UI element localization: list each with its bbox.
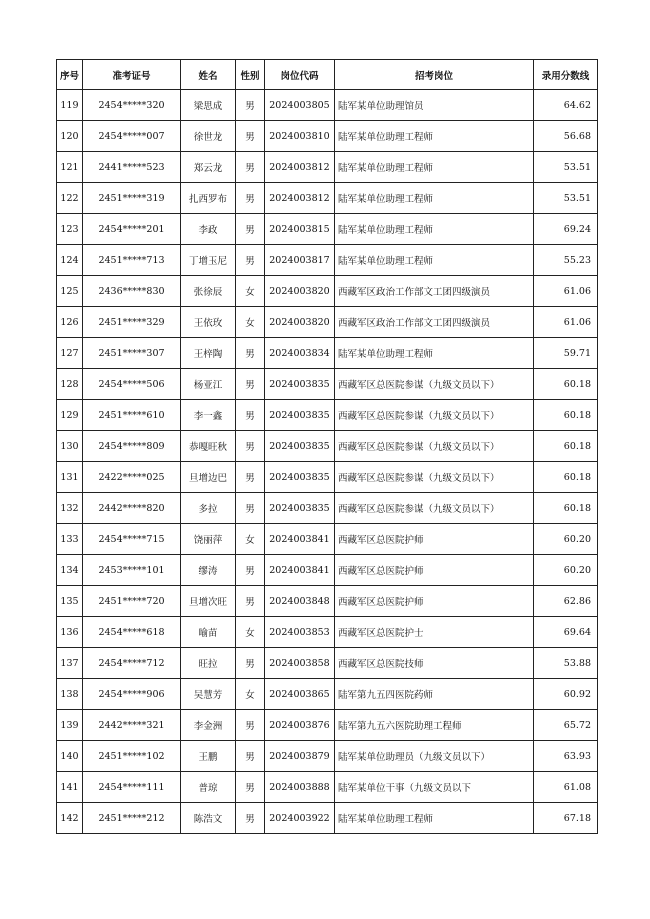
cell-post: 西藏军区总医院护师 [335, 555, 534, 586]
cell-gender: 男 [236, 400, 265, 431]
cell-post-code: 2024003817 [265, 245, 335, 276]
cell-gender: 女 [236, 276, 265, 307]
cell-seq: 134 [57, 555, 83, 586]
cell-gender: 男 [236, 555, 265, 586]
cell-post: 西藏军区总医院参谋（九级文员以下） [335, 493, 534, 524]
cell-score: 53.88 [534, 648, 598, 679]
table-row [57, 648, 598, 679]
cell-post: 西藏军区总医院技师 [335, 648, 534, 679]
cell-name: 喻苗 [181, 617, 236, 648]
cell-exam-no: 2451*****102 [83, 741, 181, 772]
cell-post-code: 2024003835 [265, 462, 335, 493]
cell-exam-no: 2442*****820 [83, 493, 181, 524]
cell-post: 西藏军区总医院护士 [335, 617, 534, 648]
cell-seq: 120 [57, 121, 83, 152]
cell-exam-no: 2454*****320 [83, 90, 181, 121]
table-row [57, 741, 598, 772]
cell-gender: 男 [236, 183, 265, 214]
cell-seq: 141 [57, 772, 83, 803]
table-row [57, 431, 598, 462]
cell-gender: 男 [236, 369, 265, 400]
header-exam-no: 准考证号 [83, 60, 181, 90]
table-row [57, 555, 598, 586]
cell-score: 55.23 [534, 245, 598, 276]
cell-seq: 135 [57, 586, 83, 617]
table-row [57, 307, 598, 338]
header-score: 录用分数线 [534, 60, 598, 90]
cell-post-code: 2024003820 [265, 307, 335, 338]
cell-seq: 139 [57, 710, 83, 741]
cell-exam-no: 2451*****329 [83, 307, 181, 338]
cell-score: 60.18 [534, 493, 598, 524]
cell-score: 60.18 [534, 400, 598, 431]
cell-exam-no: 2454*****618 [83, 617, 181, 648]
cell-exam-no: 2454*****007 [83, 121, 181, 152]
header-post-code: 岗位代码 [265, 60, 335, 90]
cell-name: 李金洲 [181, 710, 236, 741]
cell-post: 西藏军区总医院参谋（九级文员以下） [335, 431, 534, 462]
cell-exam-no: 2451*****720 [83, 586, 181, 617]
table-row [57, 617, 598, 648]
table-row [57, 245, 598, 276]
cell-name: 扎西罗布 [181, 183, 236, 214]
cell-post-code: 2024003834 [265, 338, 335, 369]
cell-post: 西藏军区总医院参谋（九级文员以下） [335, 462, 534, 493]
cell-score: 56.68 [534, 121, 598, 152]
cell-gender: 男 [236, 245, 265, 276]
cell-post-code: 2024003812 [265, 183, 335, 214]
table-row [57, 90, 598, 121]
header-name: 姓名 [181, 60, 236, 90]
cell-gender: 男 [236, 710, 265, 741]
cell-seq: 140 [57, 741, 83, 772]
cell-seq: 123 [57, 214, 83, 245]
table-row [57, 586, 598, 617]
cell-seq: 122 [57, 183, 83, 214]
cell-name: 多拉 [181, 493, 236, 524]
cell-name: 吴慧芳 [181, 679, 236, 710]
header-row [57, 60, 598, 90]
table-row [57, 524, 598, 555]
cell-post-code: 2024003922 [265, 803, 335, 834]
cell-name: 王梓陶 [181, 338, 236, 369]
cell-score: 61.06 [534, 276, 598, 307]
table-row [57, 493, 598, 524]
table-row [57, 400, 598, 431]
cell-seq: 121 [57, 152, 83, 183]
cell-seq: 136 [57, 617, 83, 648]
cell-gender: 男 [236, 741, 265, 772]
cell-post-code: 2024003820 [265, 276, 335, 307]
cell-gender: 女 [236, 307, 265, 338]
cell-score: 60.18 [534, 431, 598, 462]
cell-post: 陆军某单位助理工程师 [335, 803, 534, 834]
cell-exam-no: 2454*****712 [83, 648, 181, 679]
cell-post-code: 2024003835 [265, 493, 335, 524]
cell-name: 饶丽萍 [181, 524, 236, 555]
cell-gender: 男 [236, 493, 265, 524]
cell-exam-no: 2436*****830 [83, 276, 181, 307]
cell-score: 64.62 [534, 90, 598, 121]
cell-name: 恭嘎旺秋 [181, 431, 236, 462]
cell-seq: 132 [57, 493, 83, 524]
cell-gender: 男 [236, 772, 265, 803]
cell-post: 陆军某单位助理馆员 [335, 90, 534, 121]
table-row [57, 214, 598, 245]
cell-gender: 男 [236, 431, 265, 462]
cell-post: 陆军某单位助理工程师 [335, 152, 534, 183]
cell-post: 西藏军区总医院参谋（九级文员以下） [335, 400, 534, 431]
cell-score: 60.18 [534, 462, 598, 493]
cell-score: 61.08 [534, 772, 598, 803]
table-row [57, 183, 598, 214]
cell-gender: 男 [236, 586, 265, 617]
cell-post-code: 2024003841 [265, 524, 335, 555]
cell-exam-no: 2454*****715 [83, 524, 181, 555]
cell-post: 陆军某单位助理工程师 [335, 338, 534, 369]
cell-score: 63.93 [534, 741, 598, 772]
table-row [57, 276, 598, 307]
cell-exam-no: 2441*****523 [83, 152, 181, 183]
cell-post-code: 2024003812 [265, 152, 335, 183]
cell-post-code: 2024003865 [265, 679, 335, 710]
cell-exam-no: 2454*****906 [83, 679, 181, 710]
cell-gender: 男 [236, 152, 265, 183]
cell-name: 丁增玉尼 [181, 245, 236, 276]
cell-gender: 女 [236, 524, 265, 555]
table-row [57, 152, 598, 183]
cell-exam-no: 2454*****111 [83, 772, 181, 803]
cell-score: 60.92 [534, 679, 598, 710]
cell-score: 53.51 [534, 183, 598, 214]
cell-post-code: 2024003835 [265, 369, 335, 400]
cell-post-code: 2024003879 [265, 741, 335, 772]
cell-post: 陆军某单位助理工程师 [335, 121, 534, 152]
cell-post-code: 2024003876 [265, 710, 335, 741]
cell-name: 张徐辰 [181, 276, 236, 307]
cell-post: 陆军某单位助理工程师 [335, 214, 534, 245]
cell-seq: 127 [57, 338, 83, 369]
cell-score: 60.20 [534, 524, 598, 555]
cell-post: 陆军某单位助理员（九级文员以下） [335, 741, 534, 772]
cell-post: 西藏军区总医院护师 [335, 586, 534, 617]
header-gender: 性别 [236, 60, 265, 90]
cell-score: 61.06 [534, 307, 598, 338]
header-post: 招考岗位 [335, 60, 534, 90]
cell-score: 60.18 [534, 369, 598, 400]
cell-gender: 男 [236, 462, 265, 493]
cell-gender: 女 [236, 679, 265, 710]
table-row [57, 369, 598, 400]
cell-post: 陆军某单位助理工程师 [335, 245, 534, 276]
cell-exam-no: 2454*****506 [83, 369, 181, 400]
cell-seq: 126 [57, 307, 83, 338]
cell-post-code: 2024003815 [265, 214, 335, 245]
cell-exam-no: 2451*****319 [83, 183, 181, 214]
cell-seq: 129 [57, 400, 83, 431]
cell-gender: 男 [236, 90, 265, 121]
cell-exam-no: 2451*****610 [83, 400, 181, 431]
table-row [57, 462, 598, 493]
cell-gender: 男 [236, 648, 265, 679]
cell-seq: 124 [57, 245, 83, 276]
cell-exam-no: 2422*****025 [83, 462, 181, 493]
cell-seq: 125 [57, 276, 83, 307]
cell-name: 普琼 [181, 772, 236, 803]
cell-seq: 138 [57, 679, 83, 710]
cell-post-code: 2024003841 [265, 555, 335, 586]
cell-name: 王鹏 [181, 741, 236, 772]
cell-post-code: 2024003858 [265, 648, 335, 679]
cell-gender: 女 [236, 617, 265, 648]
cell-post: 西藏军区总医院参谋（九级文员以下） [335, 369, 534, 400]
cell-score: 65.72 [534, 710, 598, 741]
cell-seq: 133 [57, 524, 83, 555]
cell-score: 53.51 [534, 152, 598, 183]
cell-post-code: 2024003848 [265, 586, 335, 617]
cell-post-code: 2024003853 [265, 617, 335, 648]
table-row [57, 121, 598, 152]
cell-name: 王依玫 [181, 307, 236, 338]
cell-post: 西藏军区总医院护师 [335, 524, 534, 555]
cell-post: 西藏军区政治工作部文工团四级演员 [335, 307, 534, 338]
cell-seq: 142 [57, 803, 83, 834]
cell-seq: 130 [57, 431, 83, 462]
cell-post: 陆军某单位助理工程师 [335, 183, 534, 214]
table-row [57, 338, 598, 369]
cell-exam-no: 2454*****201 [83, 214, 181, 245]
header-seq: 序号 [57, 60, 83, 90]
cell-name: 梁思成 [181, 90, 236, 121]
cell-post-code: 2024003810 [265, 121, 335, 152]
cell-name: 徐世龙 [181, 121, 236, 152]
table-row [57, 803, 598, 834]
cell-name: 郑云龙 [181, 152, 236, 183]
cell-exam-no: 2442*****321 [83, 710, 181, 741]
cell-seq: 137 [57, 648, 83, 679]
cell-score: 69.24 [534, 214, 598, 245]
cell-score: 59.71 [534, 338, 598, 369]
cell-exam-no: 2451*****307 [83, 338, 181, 369]
cell-exam-no: 2454*****809 [83, 431, 181, 462]
cell-post: 陆军第九五六医院助理工程师 [335, 710, 534, 741]
cell-seq: 131 [57, 462, 83, 493]
cell-name: 旦增边巴 [181, 462, 236, 493]
cell-score: 62.86 [534, 586, 598, 617]
cell-post: 陆军第九五四医院药师 [335, 679, 534, 710]
cell-name: 旺拉 [181, 648, 236, 679]
cell-name: 缪涛 [181, 555, 236, 586]
cell-name: 杨亚江 [181, 369, 236, 400]
cell-post-code: 2024003835 [265, 400, 335, 431]
cell-score: 67.18 [534, 803, 598, 834]
cell-gender: 男 [236, 214, 265, 245]
cell-exam-no: 2453*****101 [83, 555, 181, 586]
admission-score-table [56, 59, 598, 834]
cell-gender: 男 [236, 338, 265, 369]
cell-name: 李政 [181, 214, 236, 245]
cell-seq: 128 [57, 369, 83, 400]
table-row [57, 772, 598, 803]
cell-post-code: 2024003805 [265, 90, 335, 121]
table-row [57, 710, 598, 741]
cell-post-code: 2024003835 [265, 431, 335, 462]
cell-score: 60.20 [534, 555, 598, 586]
cell-post: 陆军某单位干事（九级文员以下 [335, 772, 534, 803]
cell-score: 69.64 [534, 617, 598, 648]
cell-name: 旦增次旺 [181, 586, 236, 617]
cell-gender: 男 [236, 121, 265, 152]
cell-post-code: 2024003888 [265, 772, 335, 803]
cell-post: 西藏军区政治工作部文工团四级演员 [335, 276, 534, 307]
cell-seq: 119 [57, 90, 83, 121]
cell-name: 李一鑫 [181, 400, 236, 431]
cell-gender: 男 [236, 803, 265, 834]
table-row [57, 679, 598, 710]
cell-exam-no: 2451*****212 [83, 803, 181, 834]
cell-name: 陈浩文 [181, 803, 236, 834]
cell-exam-no: 2451*****713 [83, 245, 181, 276]
